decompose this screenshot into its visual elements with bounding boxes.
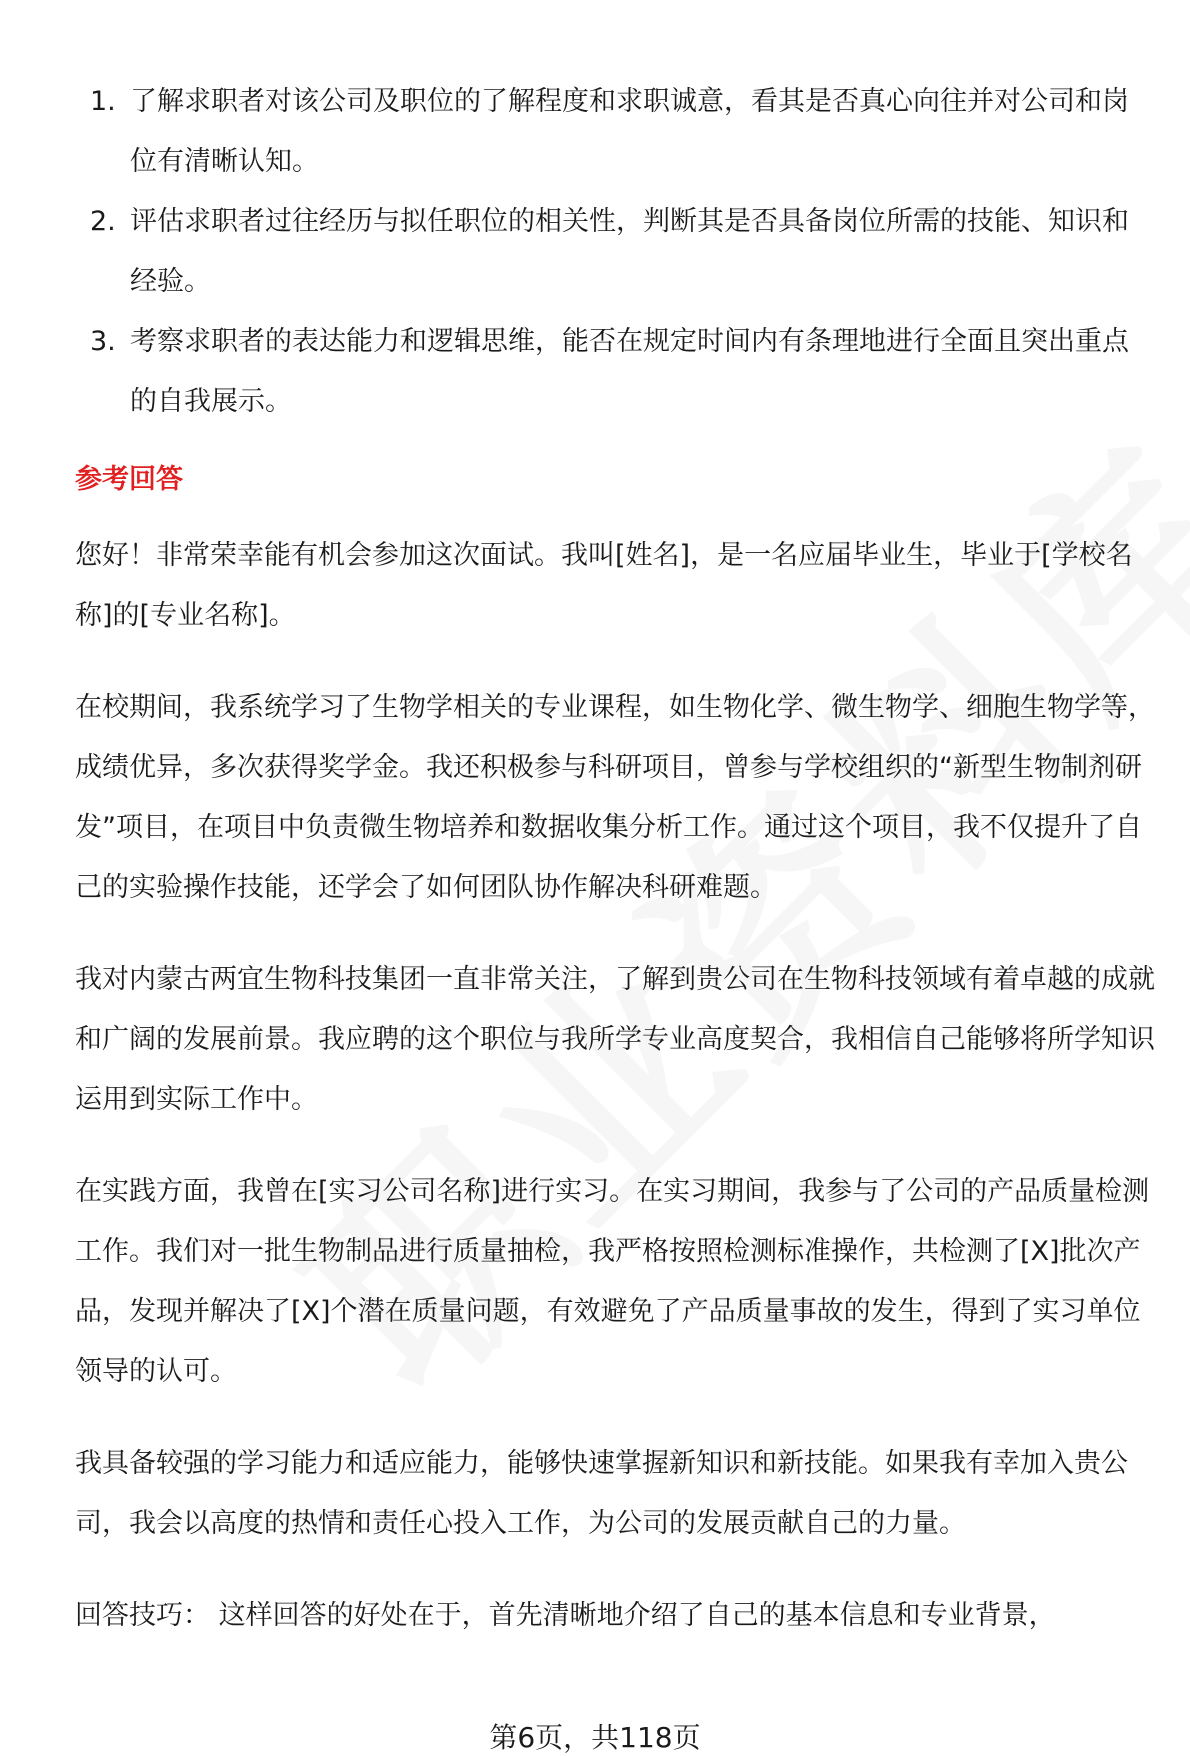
paragraph-tips: 回答技巧： 这样回答的好处在于，首先清晰地介绍了自己的基本信息和专业背景，: [75, 1600, 1056, 1631]
paragraph-internship: 在实践方面，我曾在[实习公司名称]进行实习。在实习期间，我参与了公司的产品质量检测工作。我们对一批生物制品进行质量抽检，我严格按照检测标准操作，共检测了[X]批次产品，发现并解决了[X]个潜在质量问题，有效避免了产品质量事故的发生，得到了实习单位领导的认可。: [75, 1176, 1150, 1387]
paragraph-greeting: 您好！非常荣幸能有机会参加这次面试。我叫[姓名]，是一名应届毕业生，毕业于[学校名称]的[专业名称]。: [75, 540, 1133, 631]
goals-list: [75, 72, 1155, 432]
list-item: [75, 72, 1155, 192]
list-item: [75, 192, 1155, 312]
list-item: [75, 312, 1155, 432]
paragraph-closing: 我具备较强的学习能力和适应能力，能够快速掌握新知识和新技能。如果我有幸加入贵公司，我会以高度的热情和责任心投入工作，为公司的发展贡献自己的力量。: [75, 1448, 1128, 1539]
paragraph-education: 在校期间，我系统学习了生物学相关的专业课程，如生物化学、微生物学、细胞生物学等，成绩优异，多次获得奖学金。我还积极参与科研项目，曾参与学校组织的“新型生物制剂研发”项目，在项目中负责微生物培养和数据收集分析工作。通过这个项目，我不仅提升了自己的实验操作技能，还学会了如何团队协作解决科研难题。: [75, 692, 1155, 903]
list-text: 考察求职者的表达能力和逻辑思维，能否在规定时间内有条理地进行全面且突出重点的自我展示。: [130, 326, 1129, 417]
list-number: 3.: [90, 326, 116, 357]
section-title: 参考回答: [75, 464, 183, 495]
list-text: 了解求职者对该公司及职位的了解程度和求职诚意，看其是否真心向往并对公司和岗位有清晰认知。: [130, 86, 1129, 177]
document-body: [75, 72, 1155, 1678]
paragraph-company: 我对内蒙古两宜生物科技集团一直非常关注，了解到贵公司在生物科技领域有着卓越的成就和广阔的发展前景。我应聘的这个职位与我所学专业高度契合，我相信自己能够将所学知识运用到实际工作中。: [75, 964, 1155, 1115]
list-number: 2.: [90, 206, 116, 237]
list-number: 1.: [90, 86, 116, 117]
page-footer: 第6页，共118页: [489, 1721, 701, 1754]
list-text: 评估求职者过往经历与拟任职位的相关性，判断其是否具备岗位所需的技能、知识和经验。: [130, 206, 1129, 297]
